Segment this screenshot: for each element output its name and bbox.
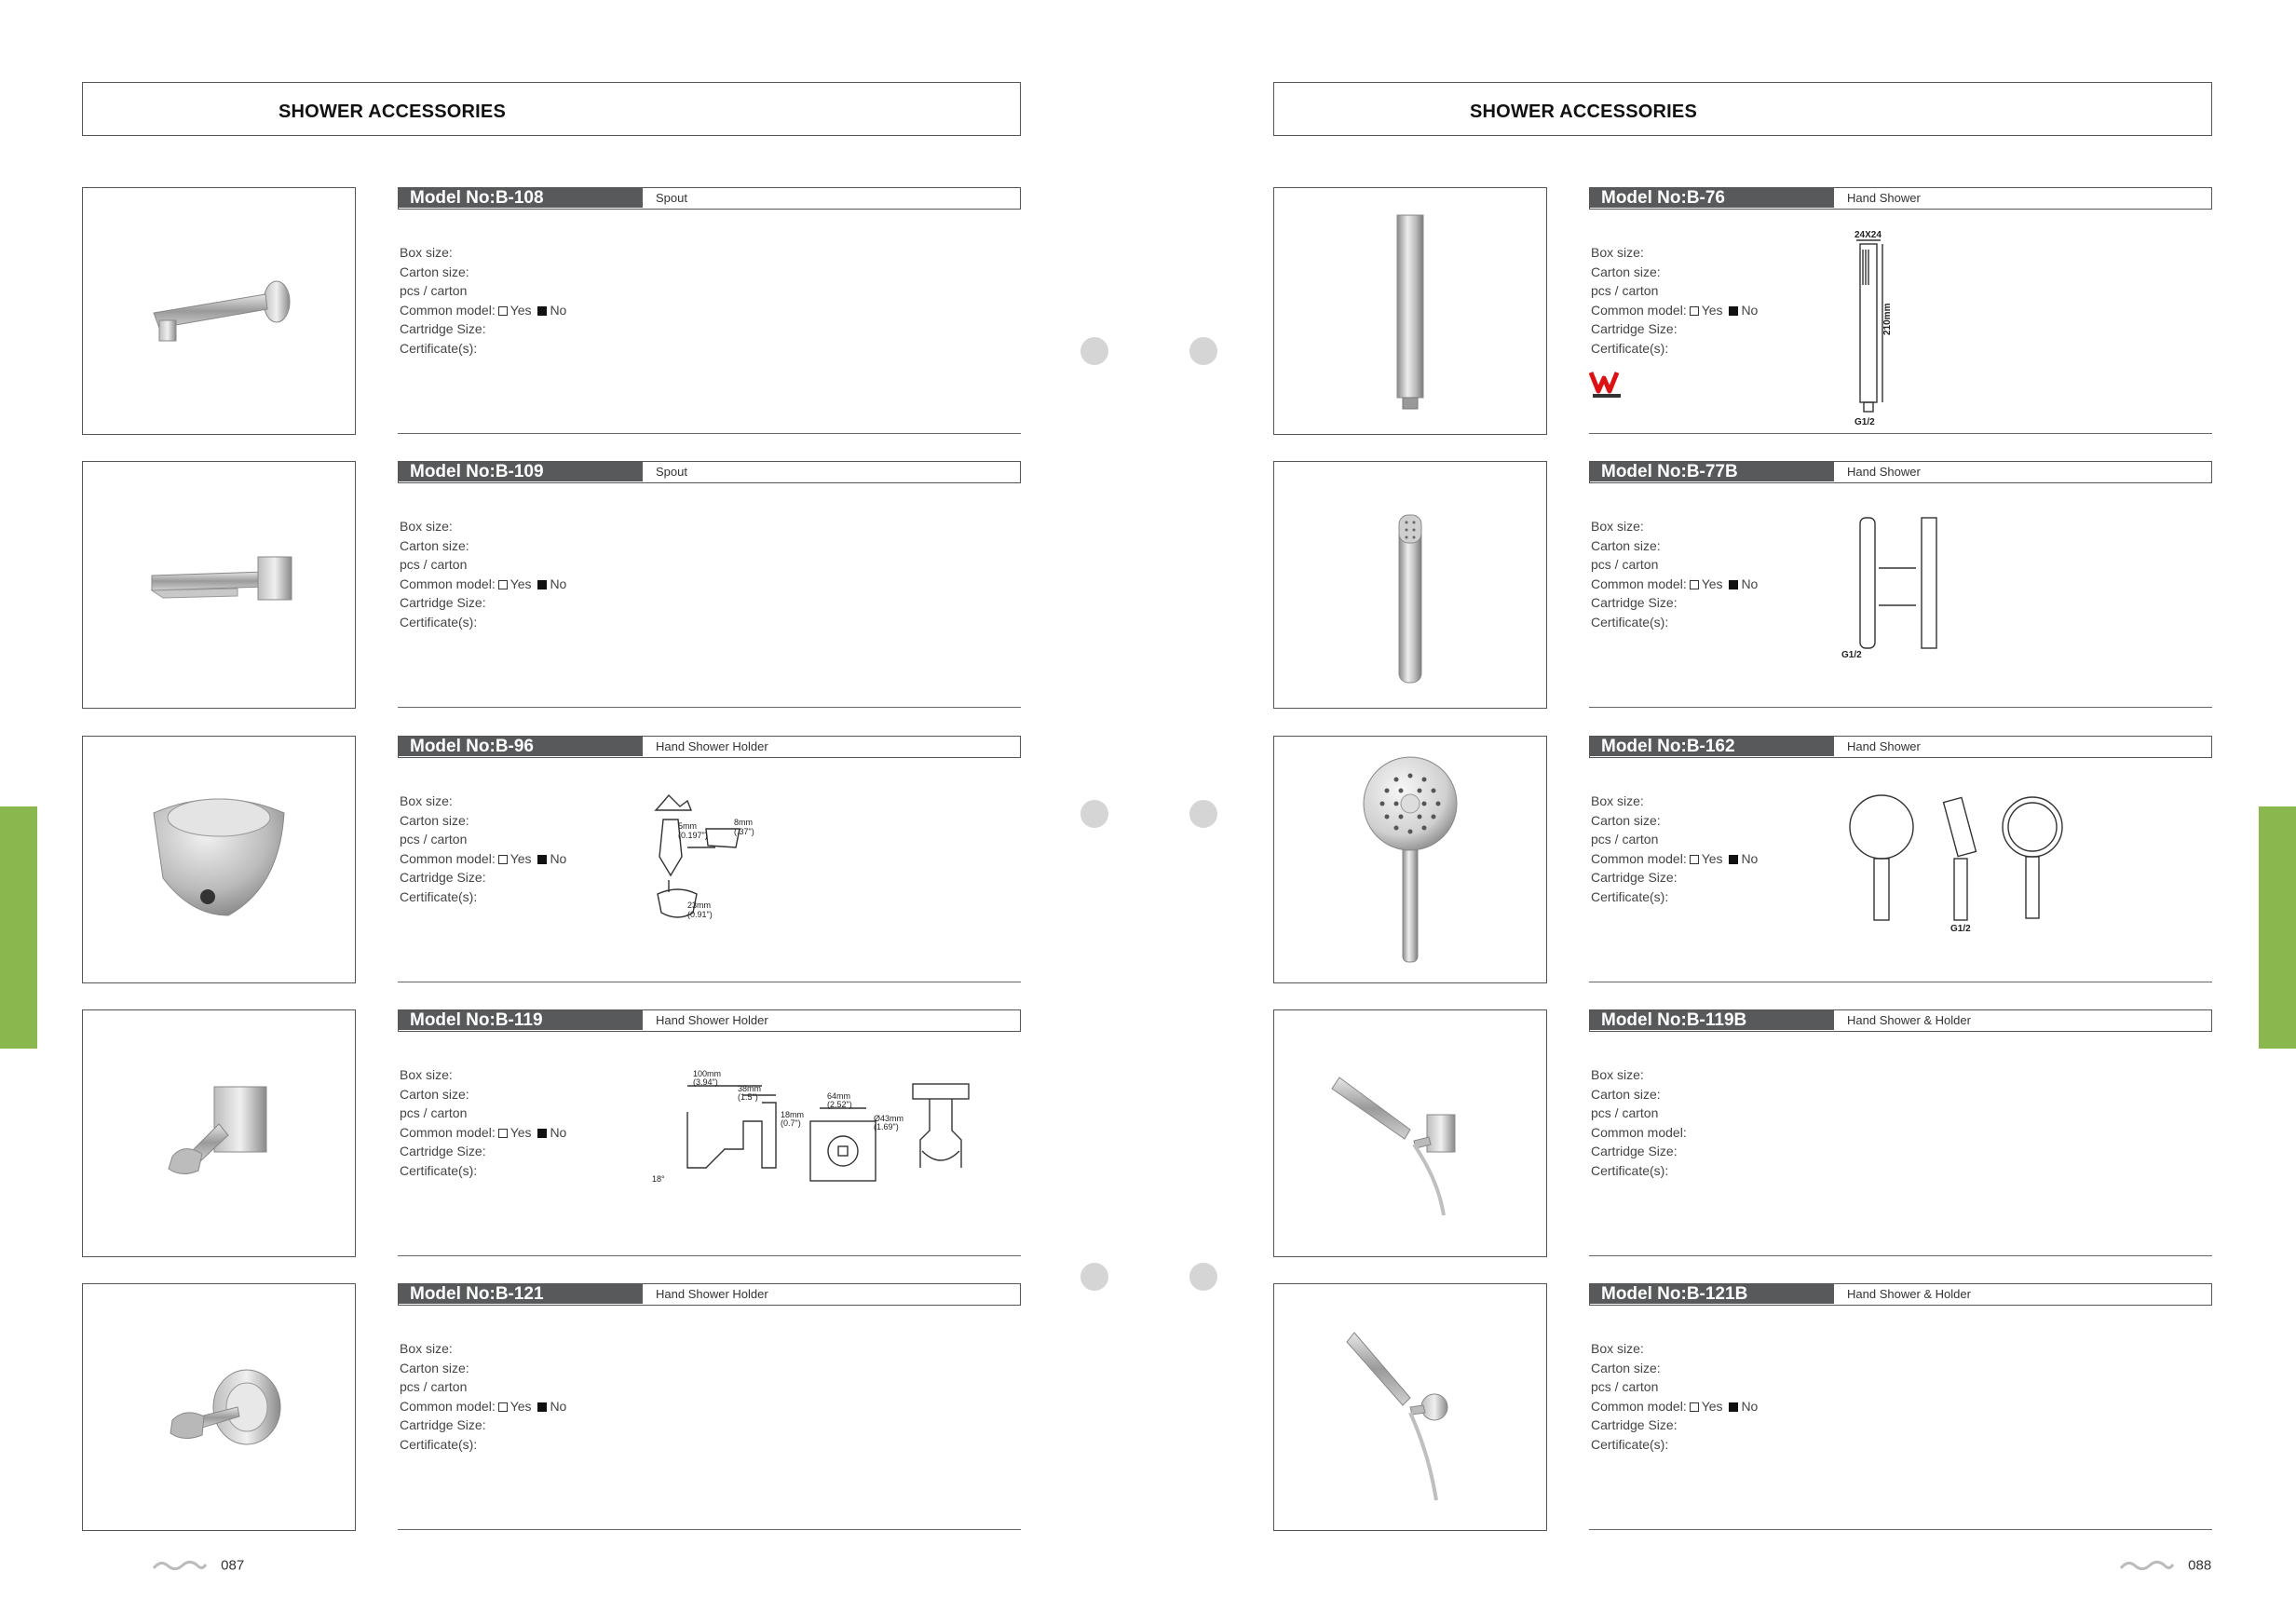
dimension-label: G1/2 (1854, 417, 1875, 427)
page-number: 088 (2188, 1557, 2212, 1574)
product-card (82, 461, 1023, 709)
pcs-per-carton: pcs / carton (400, 1379, 468, 1395)
certificates: Certificate(s): (1591, 1436, 1669, 1452)
product-card (1273, 461, 2214, 709)
model-number: Model No:B-77B (1590, 462, 1834, 481)
common-model-label: Common model: (400, 302, 496, 318)
carton-size: Carton size: (400, 1360, 469, 1375)
box-size: Box size: (400, 1341, 453, 1356)
specs-list (1591, 243, 1758, 359)
product-type: Spout (656, 465, 687, 479)
cartridge-size: Cartridge Size: (400, 1144, 486, 1159)
checkbox-empty-icon (498, 580, 508, 589)
cartridge-size: Cartridge Size: (400, 870, 486, 886)
product-card (1273, 1283, 2214, 1531)
no-label: No (550, 1398, 567, 1414)
checkbox-empty-icon (1690, 306, 1699, 316)
cartridge-size: Cartridge Size: (1591, 595, 1678, 611)
dimension-label: 18mm (781, 1110, 805, 1119)
product-card (82, 187, 1023, 435)
model-bar (1589, 461, 2212, 483)
checkbox-filled-icon (537, 1129, 547, 1138)
dimension-label: 64mm (827, 1091, 851, 1101)
page-footer (152, 1557, 244, 1574)
checkbox-filled-icon (1729, 855, 1738, 864)
product-type: Hand Shower (1847, 465, 1921, 479)
product-card (82, 1283, 1023, 1531)
yes-label: Yes (509, 850, 532, 866)
specs-list (400, 1339, 566, 1455)
specs-list (1591, 1065, 1687, 1181)
cartridge-size: Cartridge Size: (1591, 321, 1678, 337)
carton-size: Carton size: (1591, 537, 1661, 553)
no-label: No (550, 576, 567, 591)
common-model (1591, 301, 1758, 320)
hand-shower-holder-image (1317, 1040, 1503, 1226)
product-type: Hand Shower & Holder (1847, 1013, 1971, 1027)
common-model (400, 301, 566, 320)
common-model (400, 1397, 566, 1416)
technical-drawing (1841, 229, 1925, 434)
product-image (1273, 736, 1547, 983)
product-image (1273, 461, 1547, 709)
carton-size: Carton size: (1591, 264, 1661, 279)
dimension-label: (0.7") (781, 1118, 801, 1128)
model-number: Model No:B-119B (1590, 1010, 1834, 1030)
dimension-label: 18° (652, 1174, 665, 1184)
checkbox-filled-icon (537, 855, 547, 864)
box-size: Box size: (400, 519, 453, 534)
model-number: Model No:B-76 (1590, 188, 1834, 208)
carton-size: Carton size: (400, 812, 469, 828)
common-model (1591, 1397, 1758, 1416)
model-number: Model No:B-162 (1590, 737, 1834, 756)
checkbox-empty-icon (1690, 580, 1699, 589)
no-label: No (1741, 850, 1759, 866)
common-model-label: Common model: (1591, 302, 1687, 318)
product-image (82, 736, 356, 983)
specs-list (400, 517, 566, 632)
binder-hole (1189, 800, 1217, 828)
product-image (82, 1009, 356, 1257)
hand-shower-holder-image (1317, 1305, 1503, 1510)
binder-hole (1189, 337, 1217, 365)
checkbox-filled-icon (1729, 1402, 1738, 1412)
box-size: Box size: (400, 793, 453, 808)
binder-hole (1080, 1263, 1108, 1291)
model-bar (398, 1009, 1021, 1032)
divider (1589, 433, 2212, 434)
cartridge-size: Cartridge Size: (400, 595, 486, 611)
product-type: Hand Shower Holder (656, 1013, 768, 1027)
pcs-per-carton: pcs / carton (400, 283, 468, 299)
spout-image (126, 529, 312, 641)
brand-wave-icon (152, 1559, 208, 1572)
yes-label: Yes (509, 302, 532, 318)
checkbox-empty-icon (498, 1402, 508, 1412)
certificates: Certificate(s): (400, 888, 478, 904)
checkbox-filled-icon (537, 580, 547, 589)
watermark-certification-icon (1589, 369, 1626, 400)
checkbox-empty-icon (1690, 1402, 1699, 1412)
technical-drawing (650, 1065, 985, 1186)
dimension-label: 24X24 (1854, 230, 1882, 240)
specs-list (400, 243, 566, 359)
dimension-label: (0.197") (678, 831, 708, 840)
specs-list (1591, 792, 1758, 907)
box-size: Box size: (1591, 519, 1644, 534)
model-bar (398, 187, 1021, 210)
pcs-per-carton: pcs / carton (1591, 832, 1659, 847)
product-card (82, 736, 1023, 983)
dimension-label: (2.52") (827, 1100, 852, 1109)
common-model-label: Common model: (400, 576, 496, 591)
carton-size: Carton size: (1591, 1360, 1661, 1375)
common-model (1591, 575, 1758, 594)
product-type: Hand Shower (1847, 191, 1921, 205)
yes-label: Yes (509, 576, 532, 591)
common-model-label: Common model: (400, 1398, 496, 1414)
model-bar (1589, 187, 2212, 210)
dimension-label: (1.5") (738, 1092, 758, 1102)
right-page (1273, 0, 2214, 1612)
pcs-per-carton: pcs / carton (400, 557, 468, 573)
product-type: Spout (656, 191, 687, 205)
product-card (1273, 187, 2214, 435)
common-model (400, 575, 566, 594)
common-model-label: Common model: (400, 850, 496, 866)
hand-shower-image (1354, 748, 1466, 971)
cartridge-size: Cartridge Size: (400, 321, 486, 337)
product-type: Hand Shower Holder (656, 739, 768, 753)
holder-image (126, 1323, 312, 1491)
certificates: Certificate(s): (400, 340, 478, 356)
common-model: Common model: (1591, 1124, 1687, 1140)
page-number: 087 (221, 1557, 245, 1574)
box-size: Box size: (1591, 245, 1644, 260)
product-card (1273, 736, 2214, 983)
specs-list (400, 792, 566, 907)
no-label: No (550, 850, 567, 866)
left-page-tab (0, 806, 37, 1049)
holder-image (126, 1050, 312, 1217)
model-number: Model No:B-108 (399, 188, 643, 208)
checkbox-filled-icon (537, 306, 547, 316)
page-title: SHOWER ACCESSORIES (1470, 102, 1698, 122)
carton-size: Carton size: (1591, 1086, 1661, 1102)
certificates: Certificate(s): (1591, 340, 1669, 356)
model-number: Model No:B-109 (399, 462, 643, 481)
yes-label: Yes (1701, 1398, 1723, 1414)
dimension-label: G1/2 (1950, 924, 1971, 931)
dimension-label: (.37") (734, 827, 754, 836)
model-bar (1589, 1009, 2212, 1032)
certificates: Certificate(s): (400, 1436, 478, 1452)
box-size: Box size: (1591, 1067, 1644, 1082)
divider (398, 707, 1021, 708)
checkbox-empty-icon (498, 855, 508, 864)
no-label: No (1741, 576, 1759, 591)
cartridge-size: Cartridge Size: (1591, 870, 1678, 886)
model-number: Model No:B-121 (399, 1284, 643, 1304)
binder-hole (1189, 1263, 1217, 1291)
cartridge-size: Cartridge Size: (1591, 1144, 1678, 1159)
binder-hole (1080, 800, 1108, 828)
holder-image (126, 776, 312, 943)
checkbox-empty-icon (498, 306, 508, 316)
brand-wave-icon (2119, 1559, 2175, 1572)
divider (1589, 1529, 2212, 1530)
product-card (1273, 1009, 2214, 1257)
right-page-tab (2259, 806, 2296, 1049)
certificates: Certificate(s): (1591, 888, 1669, 904)
dimension-label: 8mm (734, 818, 753, 827)
left-page (82, 0, 1023, 1612)
divider (398, 1255, 1021, 1256)
page-footer (2119, 1557, 2211, 1574)
product-type: Hand Shower Holder (656, 1287, 768, 1301)
checkbox-filled-icon (1729, 306, 1738, 316)
divider (1589, 1255, 2212, 1256)
dimension-label: 38mm (738, 1084, 762, 1093)
yes-label: Yes (1701, 302, 1723, 318)
certificates: Certificate(s): (400, 1162, 478, 1178)
pcs-per-carton: pcs / carton (1591, 1105, 1659, 1121)
common-model (400, 849, 566, 869)
model-number: Model No:B-119 (399, 1010, 643, 1030)
box-size: Box size: (400, 1067, 453, 1082)
pcs-per-carton: pcs / carton (1591, 1379, 1659, 1395)
dimension-label: Ø43mm (874, 1114, 904, 1123)
common-model-label: Common model: (1591, 850, 1687, 866)
certificates: Certificate(s): (1591, 614, 1669, 630)
model-bar (398, 461, 1021, 483)
divider (1589, 707, 2212, 708)
cartridge-size: Cartridge Size: (1591, 1417, 1678, 1433)
spout-image (126, 255, 312, 367)
checkbox-empty-icon (1690, 855, 1699, 864)
cartridge-size: Cartridge Size: (400, 1417, 486, 1433)
product-image (1273, 1009, 1547, 1257)
hand-shower-image (1373, 478, 1447, 692)
page-title: SHOWER ACCESSORIES (279, 102, 507, 122)
box-size: Box size: (1591, 793, 1644, 808)
dimension-label: (3.94") (693, 1077, 718, 1087)
product-type: Hand Shower & Holder (1847, 1287, 1971, 1301)
dimension-label: 23mm (687, 901, 712, 910)
page-header (82, 82, 1021, 136)
product-image (82, 461, 356, 709)
common-model (400, 1123, 566, 1143)
model-bar (398, 1283, 1021, 1306)
common-model-label: Common model: (400, 1124, 496, 1140)
product-image (82, 1283, 356, 1531)
carton-size: Carton size: (1591, 812, 1661, 828)
model-bar (1589, 736, 2212, 758)
divider (398, 433, 1021, 434)
dimension-label: (0.91") (687, 910, 713, 919)
no-label: No (1741, 1398, 1759, 1414)
product-type: Hand Shower (1847, 739, 1921, 753)
binder-hole (1080, 337, 1108, 365)
yes-label: Yes (509, 1124, 532, 1140)
product-image (1273, 187, 1547, 435)
dimension-label: G1/2 (1841, 650, 1862, 660)
model-bar (398, 736, 1021, 758)
model-number: Model No:B-96 (399, 737, 643, 756)
no-label: No (1741, 302, 1759, 318)
specs-list (1591, 517, 1758, 632)
pcs-per-carton: pcs / carton (1591, 557, 1659, 573)
hand-shower-image (1373, 204, 1447, 418)
checkbox-filled-icon (1729, 580, 1738, 589)
technical-drawing (650, 792, 790, 941)
dimension-label: 5mm (678, 821, 697, 831)
model-number: Model No:B-121B (1590, 1284, 1834, 1304)
yes-label: Yes (509, 1398, 532, 1414)
product-image (82, 187, 356, 435)
box-size: Box size: (400, 245, 453, 260)
product-card (82, 1009, 1023, 1257)
carton-size: Carton size: (400, 537, 469, 553)
common-model (1591, 849, 1758, 869)
common-model-label: Common model: (1591, 576, 1687, 591)
product-image (1273, 1283, 1547, 1531)
checkbox-empty-icon (498, 1129, 508, 1138)
certificates: Certificate(s): (1591, 1162, 1669, 1178)
technical-drawing (1841, 512, 1981, 661)
specs-list (400, 1065, 566, 1181)
carton-size: Carton size: (400, 264, 469, 279)
box-size: Box size: (1591, 1341, 1644, 1356)
page-header (1273, 82, 2212, 136)
pcs-per-carton: pcs / carton (400, 832, 468, 847)
no-label: No (550, 1124, 567, 1140)
technical-drawing (1846, 792, 2070, 931)
no-label: No (550, 302, 567, 318)
checkbox-filled-icon (537, 1402, 547, 1412)
pcs-per-carton: pcs / carton (400, 1105, 468, 1121)
carton-size: Carton size: (400, 1086, 469, 1102)
pcs-per-carton: pcs / carton (1591, 283, 1659, 299)
divider (398, 1529, 1021, 1530)
specs-list (1591, 1339, 1758, 1455)
model-bar (1589, 1283, 2212, 1306)
common-model-label: Common model: (1591, 1398, 1687, 1414)
dimension-label: (1.69") (874, 1122, 899, 1131)
dimension-label: 100mm (693, 1069, 722, 1078)
certificates: Certificate(s): (400, 614, 478, 630)
dimension-label: 210mm (1882, 303, 1893, 335)
yes-label: Yes (1701, 850, 1723, 866)
yes-label: Yes (1701, 576, 1723, 591)
